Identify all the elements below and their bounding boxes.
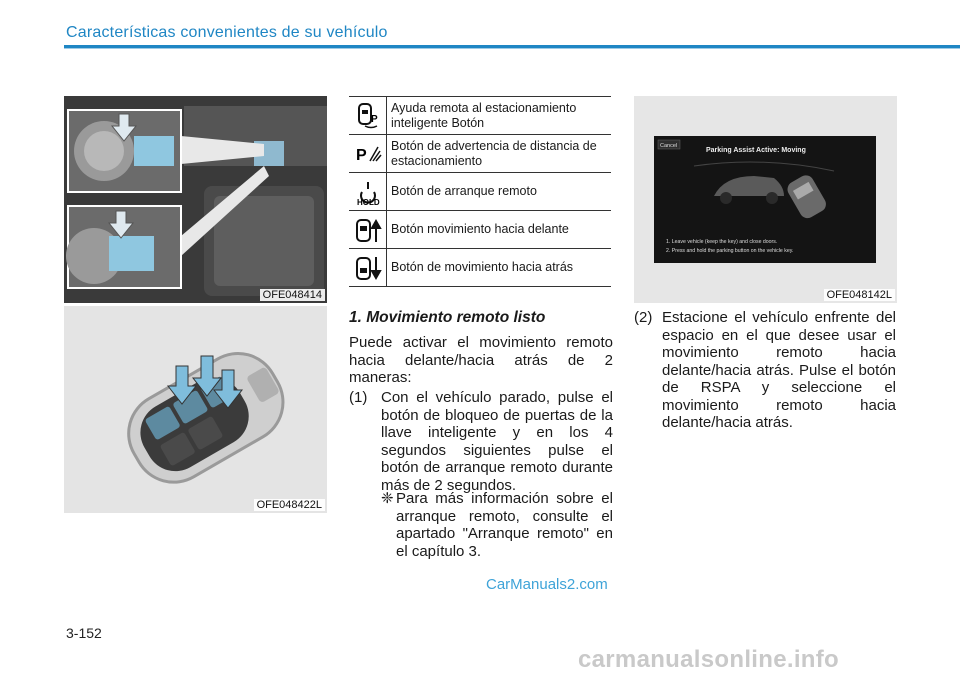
parking-distance-warning-icon (349, 135, 387, 172)
section-header: Características convenientes de su vehículo (66, 24, 388, 41)
page-number: 3-152 (66, 625, 102, 641)
table-row (349, 135, 611, 173)
cancel-label: Cancel (660, 143, 678, 149)
watermark-link[interactable]: CarManuals2.com (486, 576, 608, 593)
hold-label: HOLD (356, 197, 380, 206)
section-title: 1. Movimiento remoto listo (349, 309, 546, 326)
button-table (349, 96, 611, 287)
smart-key-illustration (64, 306, 327, 513)
site-watermark: carmanualsonline.info (578, 646, 840, 673)
screen-title: Parking Assist Active: Moving (706, 147, 806, 154)
intro-paragraph: Puede activar el movimiento remoto hacia delante/hacia atrás de 2 maneras: (349, 334, 613, 386)
table-row (349, 173, 611, 211)
note-text: Para más información sobre el arranque remoto, consulte el apartado "Arranque remoto" en el capítulo 3. (396, 490, 613, 560)
table-row (349, 211, 611, 249)
table-label: Botón de advertencia de distancia de estacionamiento (391, 138, 597, 168)
step-1 (349, 389, 613, 494)
figure-code: OFE048142L (824, 289, 895, 301)
step-2-number: (2) (634, 309, 653, 326)
smart-key-photo (64, 306, 327, 513)
step-2 (634, 309, 896, 432)
display-screen-illustration (634, 96, 897, 303)
step-1-number: (1) (349, 389, 368, 406)
svg-text:P: P (355, 146, 367, 164)
note (349, 490, 613, 560)
console-photo (64, 96, 327, 303)
backward-move-icon (349, 249, 387, 286)
step-2-text: Estacione el vehículo enfrente del espacio en el que desee usar el movimiento remoto hacia delante/hacia atrás. Pulse el botón de RSPA y seleccione el movimiento remoto hacia delante/hacia atrás. (662, 309, 896, 431)
table-label: Botón movimiento hacia delante (391, 222, 569, 236)
table-label: Ayuda remota al estacionamiento inteligente Botón (391, 100, 577, 130)
figure-code: OFE048414 (260, 289, 325, 301)
note-symbol: ❈ (381, 490, 394, 507)
remote-parking-assist-icon (349, 97, 387, 134)
svg-text:P: P (370, 113, 378, 125)
screen-line-1: 1. Leave vehicle (keep the key) and close doors. (666, 239, 778, 245)
remote-start-icon (349, 173, 387, 210)
step-1-text: Con el vehículo parado, pulse el botón de bloqueo de puertas de la llave inteligente y en los 4 segundos siguientes pulse el botón de arranque remoto durante más de 2 segundos. (381, 389, 613, 494)
table-row (349, 96, 611, 135)
forward-move-icon (349, 211, 387, 248)
display-screen-photo (634, 96, 897, 303)
screen-line-2: 2. Press and hold the parking button on the vehicle key. (666, 248, 794, 254)
table-label: Botón de movimiento hacia atrás (391, 260, 574, 274)
figure-code: OFE048422L (254, 499, 325, 511)
table-label: Botón de arranque remoto (391, 184, 537, 198)
header-rule-thin (64, 48, 960, 49)
table-row (349, 249, 611, 287)
console-illustration (64, 96, 327, 303)
